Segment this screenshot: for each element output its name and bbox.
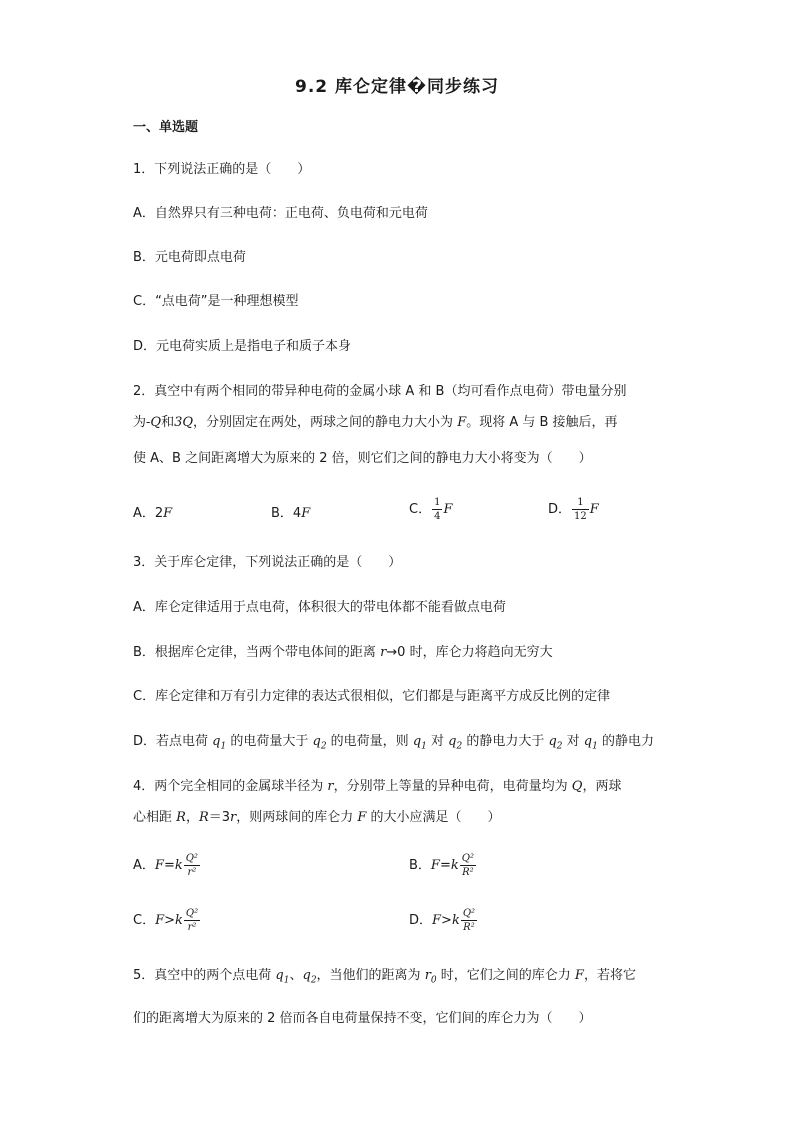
q3-option-d: D．若点电荷 $q_1$ 的电荷量大于 $q_2$ 的电荷量，则 $q_1$ 对 $q_2$ 的静电力大于 $q_2$ 对 $q_1$ 的静电力 bbox=[133, 734, 654, 752]
q4-option-c: C．F>k $\frac{\text{Q²}}{\text{r²}}$ bbox=[133, 908, 199, 933]
q1-option-d: D．元电荷实质上是指电子和质子本身 bbox=[133, 339, 352, 354]
fraction: $\frac{\text{Q²}}{\text{R²}}$ bbox=[461, 853, 474, 878]
fraction: $\frac{\text{Q²}}{\text{r²}}$ bbox=[185, 908, 199, 933]
q1-option-a: A．自然界只有三种电荷：正电荷、负电荷和元电荷 bbox=[133, 206, 428, 221]
q2-option-c: C． $\frac{1}{4}$ F bbox=[409, 497, 453, 522]
q2-stem-line1: 2．真空中有两个相同的带异种电荷的金属小球 A 和 B（均可看作点电荷）带电量分别 bbox=[133, 384, 627, 399]
q1-option-b: B．元电荷即点电荷 bbox=[133, 250, 246, 265]
q4-stem-line1: 4．两个完全相同的金属球半径为 r，分别带上等量的异种电荷，电荷量均为 Q，两球 bbox=[133, 779, 622, 794]
fraction: $\frac{\text{Q²}}{\text{r²}}$ bbox=[185, 853, 198, 878]
q2-option-d: D． $\frac{1}{12}$ F bbox=[548, 497, 599, 522]
section-heading: 一、单选题 bbox=[133, 120, 199, 135]
q3-option-a: A．库仑定律适用于点电荷，体积很大的带电体都不能看做点电荷 bbox=[133, 600, 506, 615]
q2-stem-line3: 使 A、B 之间距离增大为原来的 2 倍，则它们之间的静电力大小将变为（ ） bbox=[133, 451, 592, 466]
q3-option-b: B．根据库仑定律，当两个带电体间的距离 r→0 时，库仑力将趋向无穷大 bbox=[133, 645, 553, 660]
q3-option-c: C．库仑定律和万有引力定律的表达式很相似，它们都是与距离平方成反比例的定律 bbox=[133, 689, 611, 704]
q4-option-d: D．F>k $\frac{\text{Q²}}{\text{R²}}$ bbox=[409, 908, 476, 933]
fraction: $\frac{1}{12}$ bbox=[574, 497, 587, 522]
q1-option-c: C．“点电荷”是一种理想模型 bbox=[133, 294, 299, 309]
q5-stem-line1: 5．真空中的两个点电荷 $q_1$、$q_2$，当他们的距离为 $r_0$ 时，它们之间的库仑力 F，若将它 bbox=[133, 968, 636, 986]
fraction: $\frac{1}{4}$ bbox=[434, 497, 441, 522]
q4-stem-line2: 心相距 R，R＝3r，则两球间的库仑力 F 的大小应满足（ ） bbox=[133, 810, 501, 825]
q2-stem-line2: 为-Q和3Q，分别固定在两处，两球之间的静电力大小为 F。现将 A 与 B 接触后，再 bbox=[133, 415, 618, 430]
q1-stem: 1．下列说法正确的是（ ） bbox=[133, 162, 311, 177]
q5-stem-line2: 们的距离增大为原来的 2 倍而各自电荷量保持不变，它们间的库仑力为（ ） bbox=[133, 1011, 592, 1026]
q2-option-a: A．2F bbox=[133, 506, 173, 521]
q3-stem: 3．关于库仑定律，下列说法正确的是（ ） bbox=[133, 555, 402, 570]
fraction: $\frac{\text{Q²}}{\text{R²}}$ bbox=[462, 908, 476, 933]
q4-option-a: A．F=k $\frac{\text{Q²}}{\text{r²}}$ bbox=[133, 853, 198, 878]
q2-option-b: B．4F bbox=[271, 506, 311, 521]
page-title: 9.2 库仑定律�同步练习 bbox=[295, 77, 499, 97]
q4-option-b: B．F=k $\frac{\text{Q²}}{\text{R²}}$ bbox=[409, 853, 474, 878]
